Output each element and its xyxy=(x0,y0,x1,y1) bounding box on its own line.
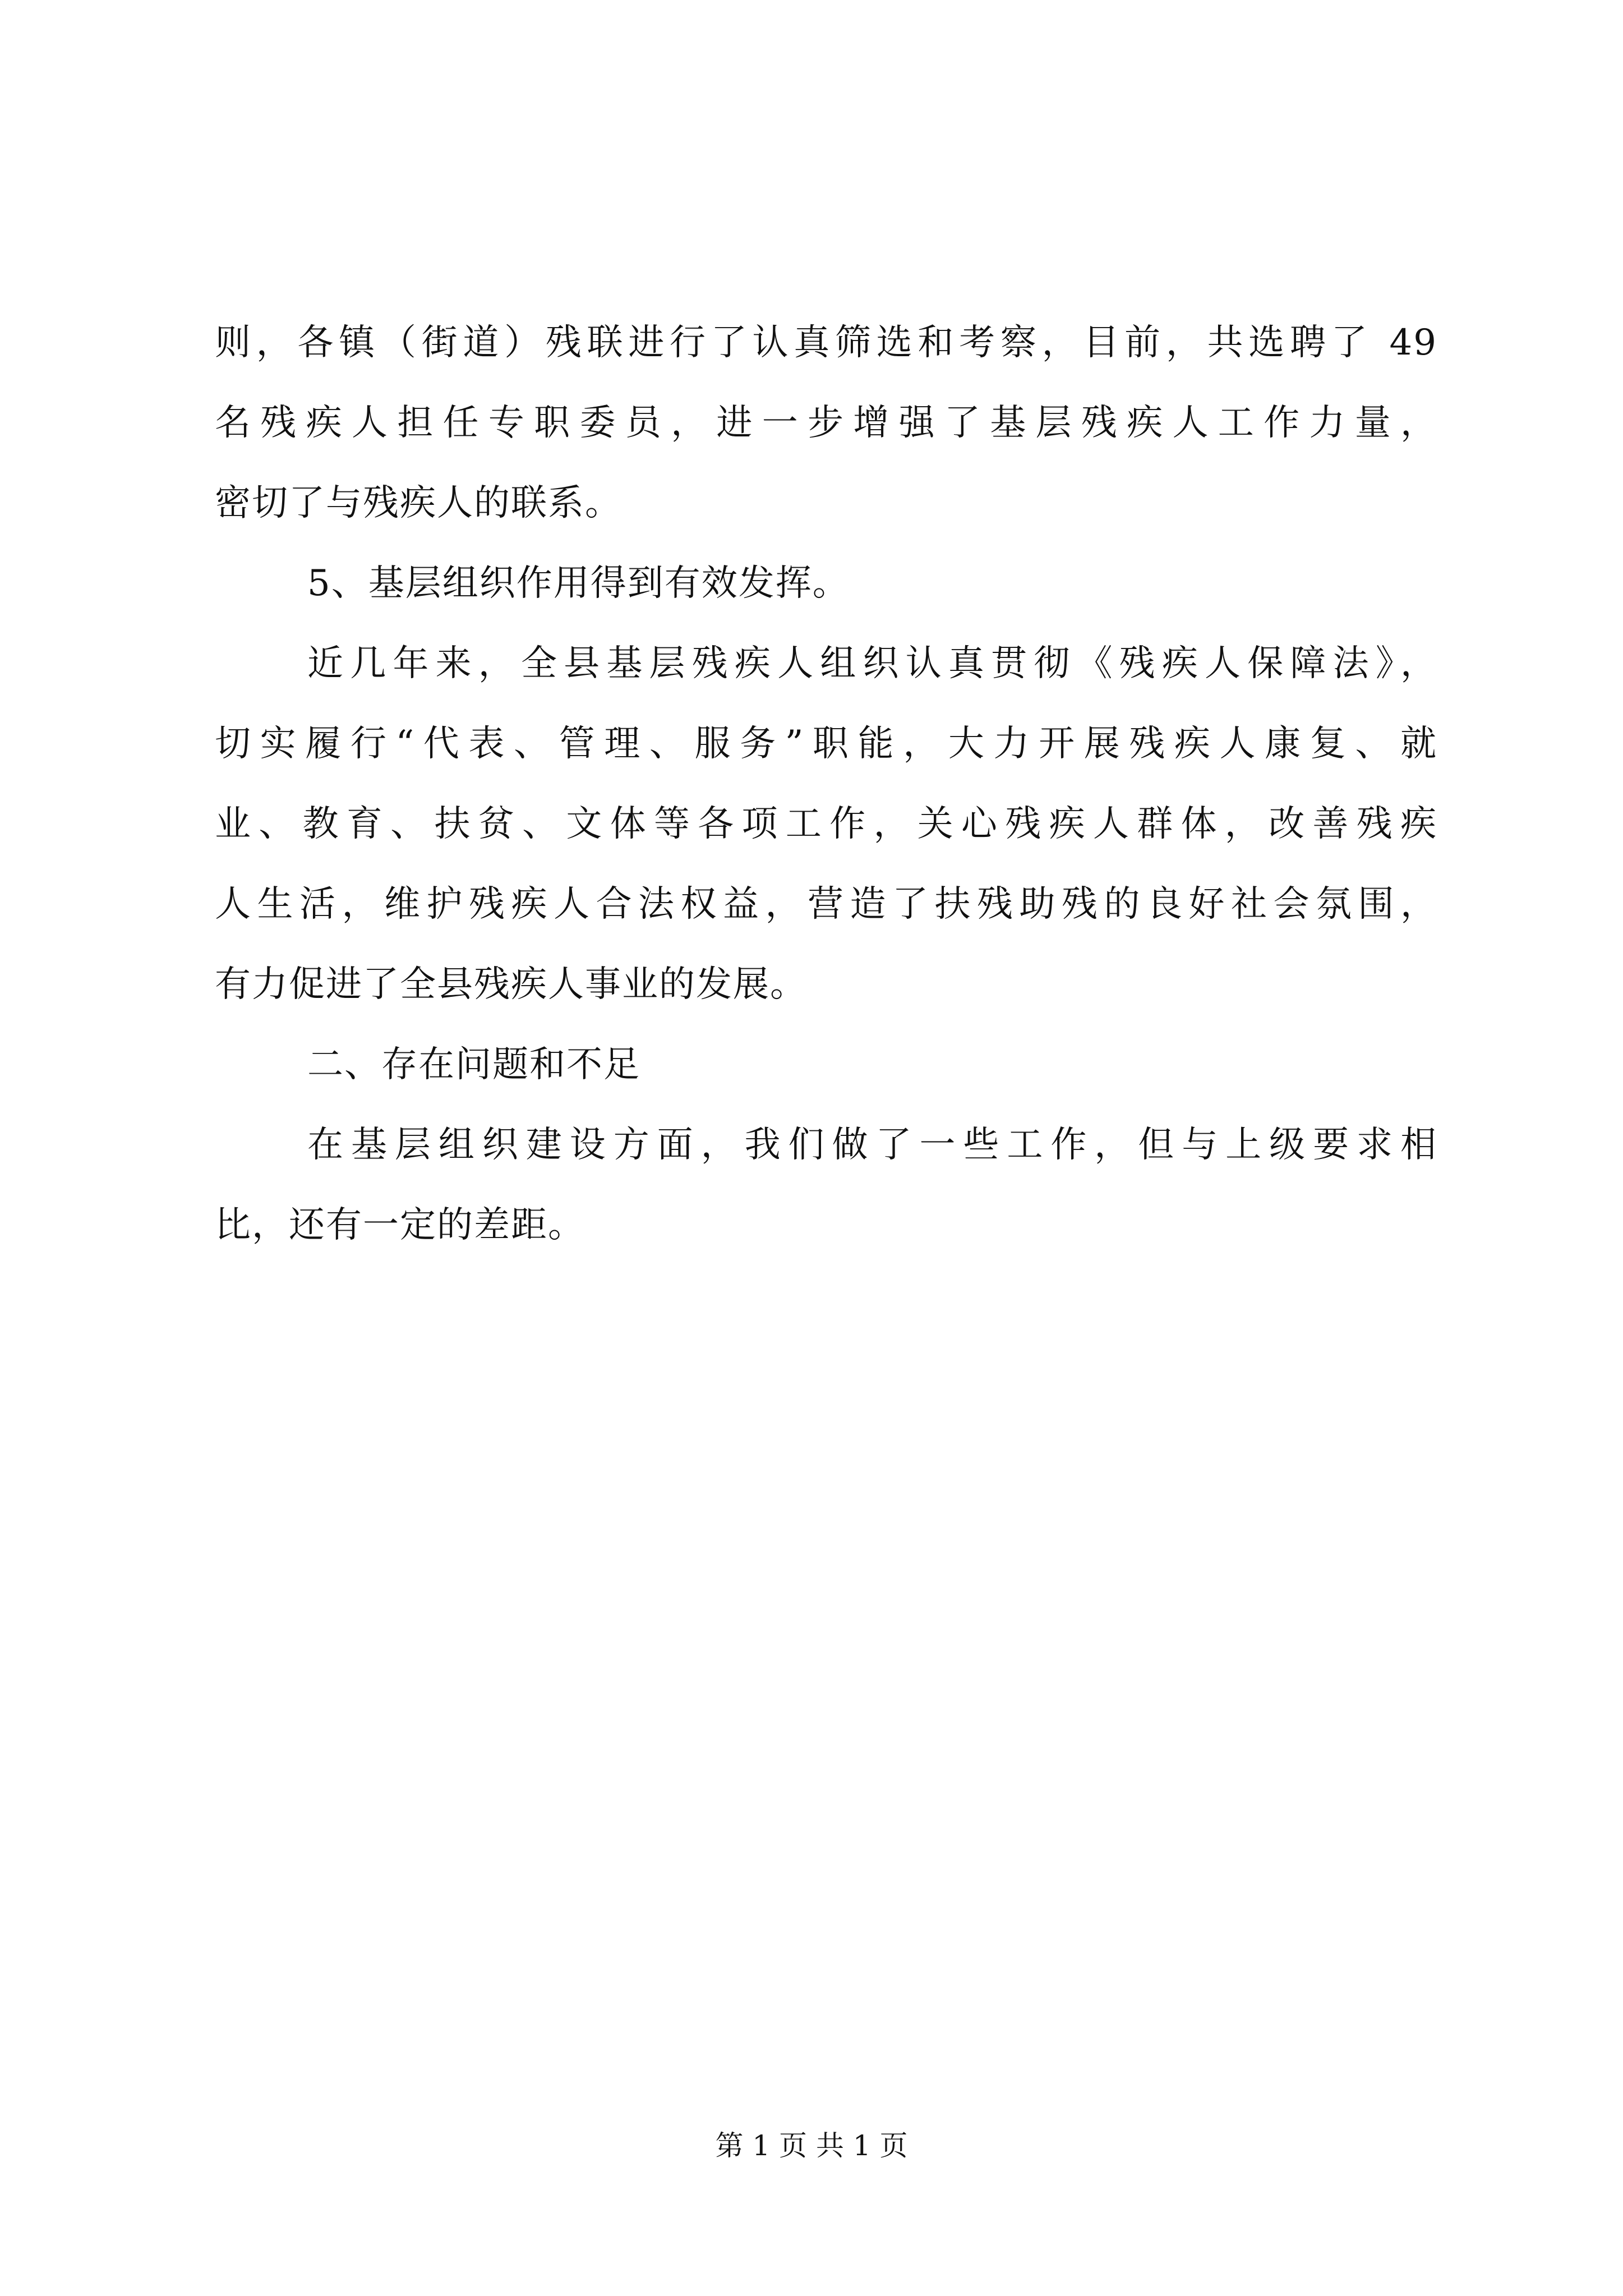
text-line: 则，各镇（街道）残联进行了认真筛选和考察，目前，共选聘了 49 xyxy=(215,322,1437,364)
page-footer: 第 1 页 共 1 页 xyxy=(715,2129,908,2162)
text-line: 二、存在问题和不足 xyxy=(307,1044,640,1085)
paragraph-2-heading xyxy=(215,544,1437,624)
text-line: 在基层组织建设方面，我们做了一些工作，但与上级要求相 xyxy=(307,1124,1437,1166)
text-line: 比，还有一定的差距。 xyxy=(215,1204,585,1246)
text-line: 业、教育、扶贫、文体等各项工作，关心残疾人群体，改善残疾 xyxy=(215,803,1437,845)
text-line: 有力促进了全县残疾人事业的发展。 xyxy=(215,964,807,1005)
text-line: 近几年来，全县基层残疾人组织认真贯彻《残疾人保障法》， xyxy=(307,643,1437,684)
paragraph-3 xyxy=(215,624,1437,1025)
text-line: 名残疾人担任专职委员，进一步增强了基层残疾人工作力量， xyxy=(215,402,1437,444)
text-line: 密切了与残疾人的联系。 xyxy=(215,482,622,524)
document-body xyxy=(215,303,1437,1266)
paragraph-1 xyxy=(215,303,1437,544)
text-line: 人生活，维护残疾人合法权益，营造了扶残助残的良好社会氛围， xyxy=(215,884,1437,925)
text-line: 切实履行“代表、管理、服务”职能，大力开展残疾人康复、就 xyxy=(215,723,1437,765)
text-line: 5、基层组织作用得到有效发挥。 xyxy=(307,563,850,604)
paragraph-5 xyxy=(215,1105,1437,1266)
section-heading xyxy=(215,1025,1437,1105)
